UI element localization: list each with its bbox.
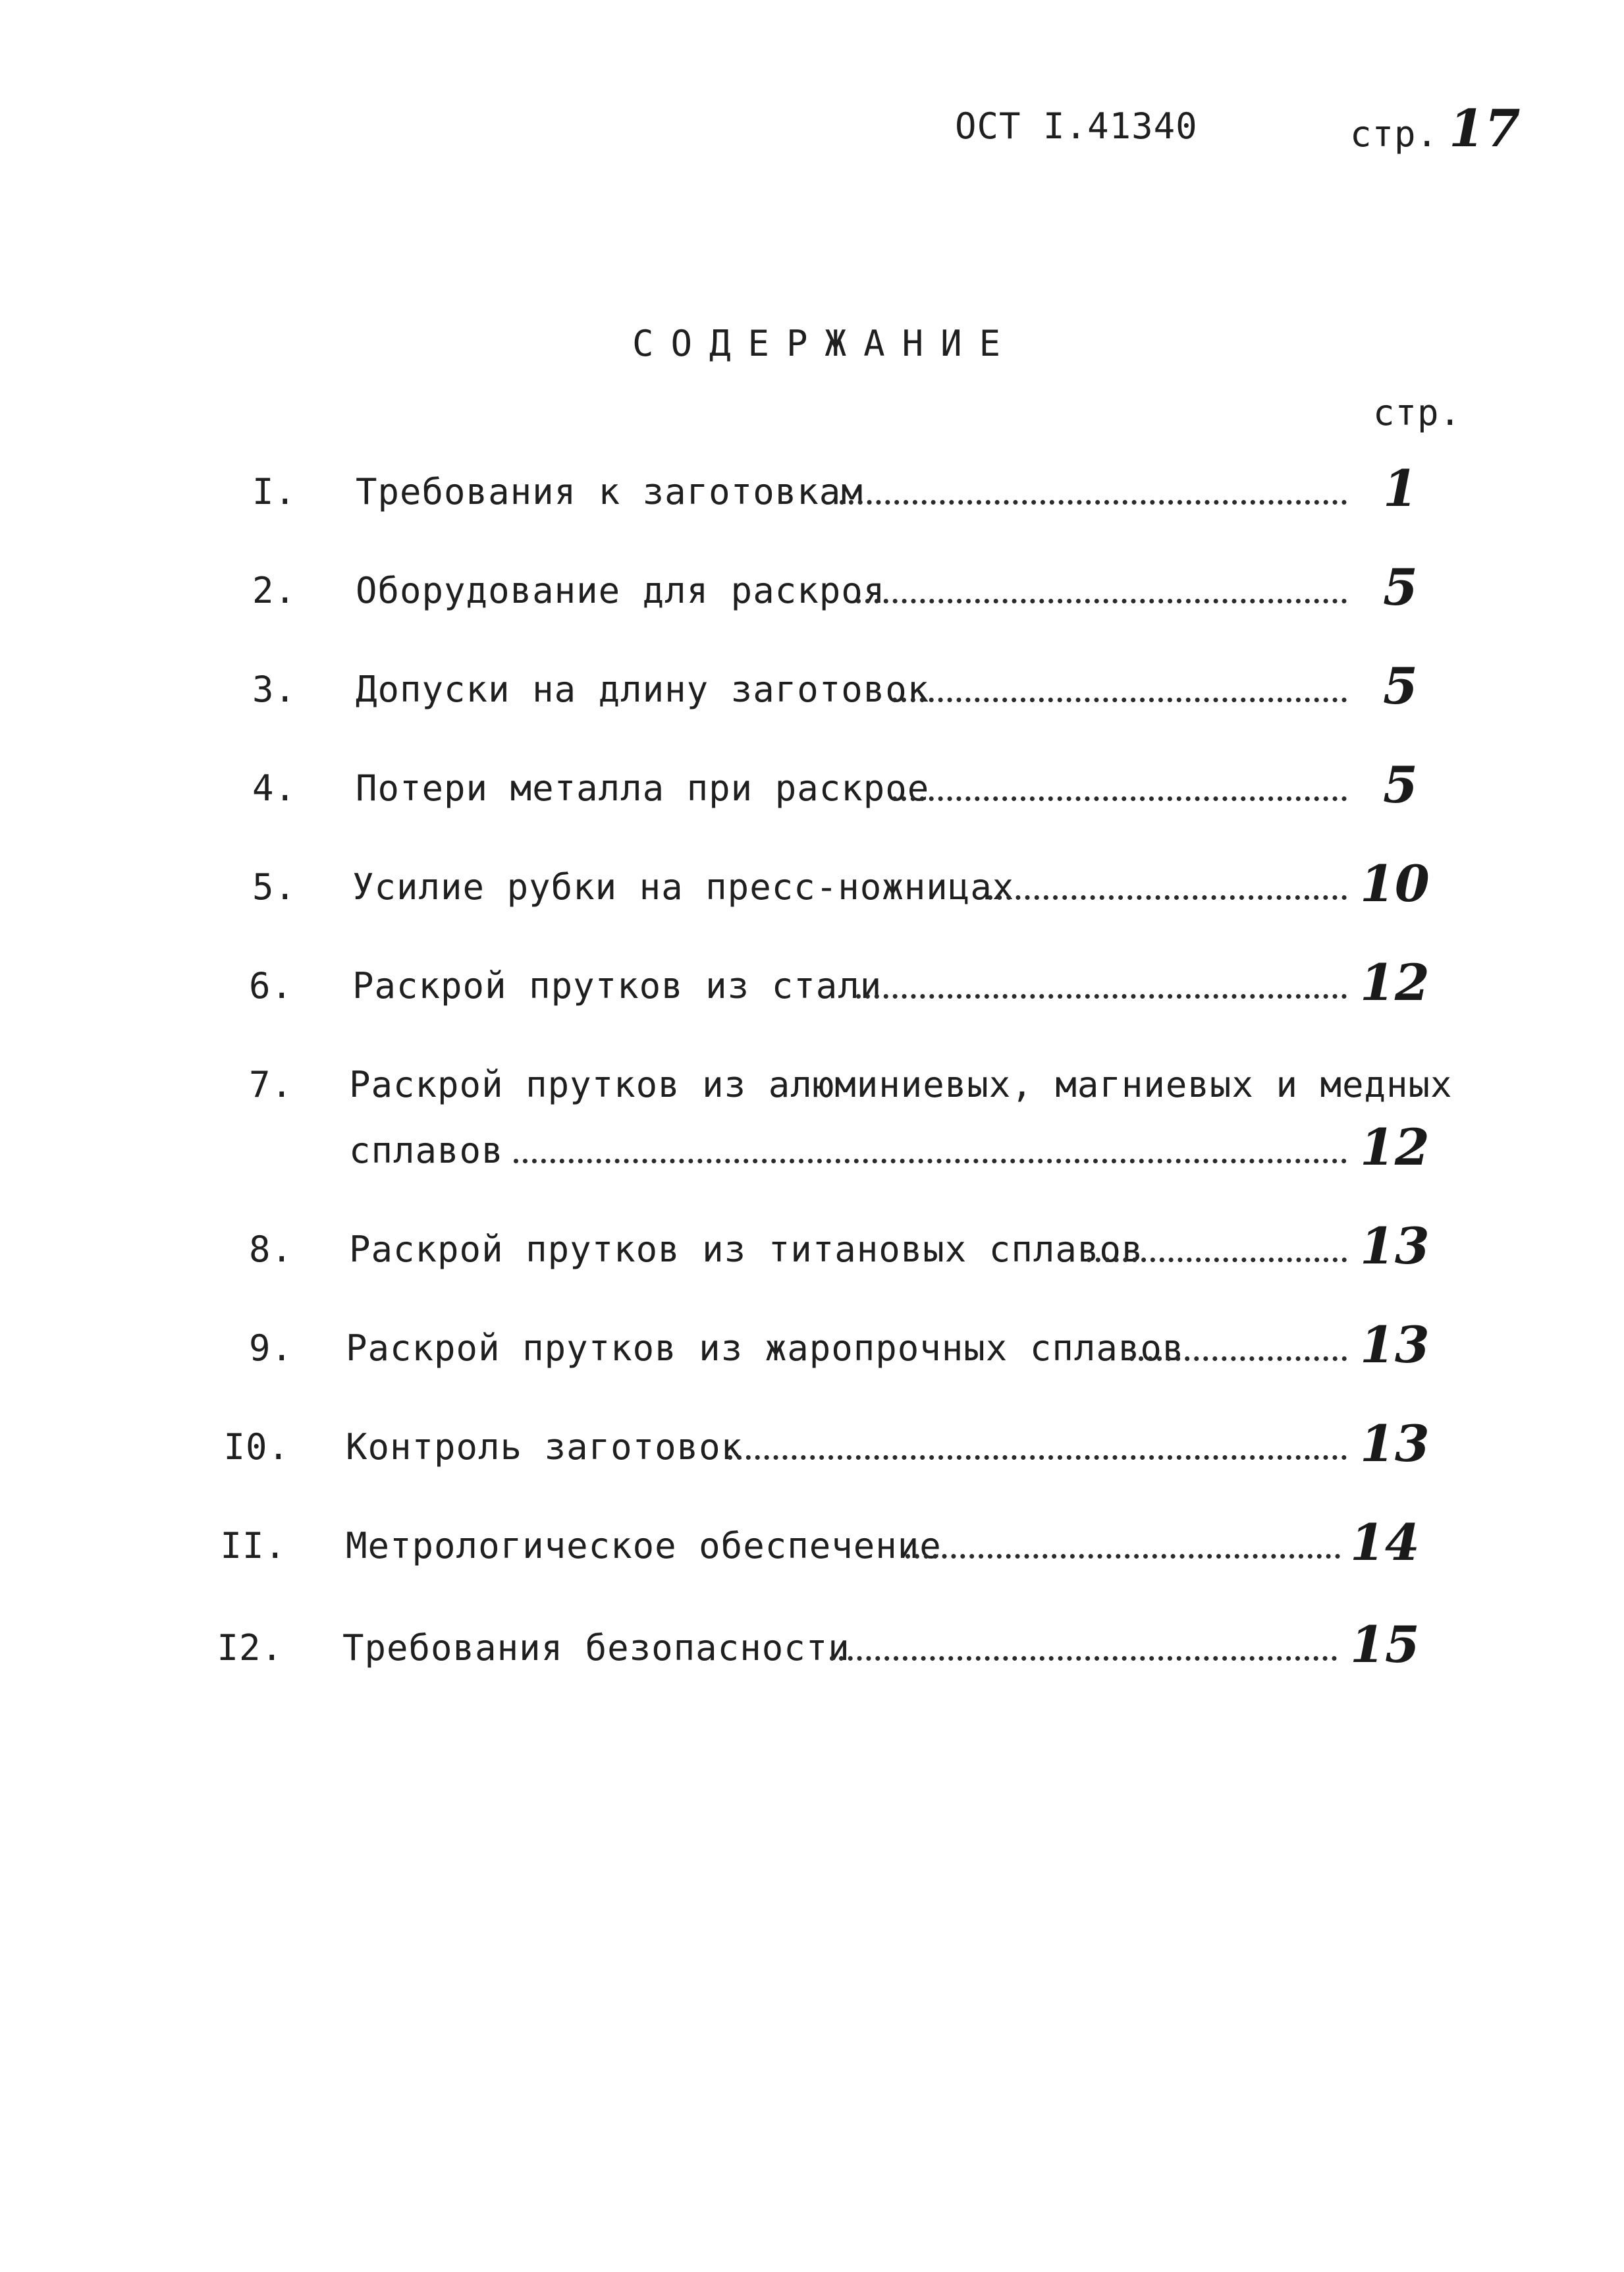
toc-item-text: Требования к заготовкам (356, 471, 863, 513)
toc-item-page: 13 (1360, 1414, 1430, 1473)
toc-item (0, 1064, 1624, 1196)
toc-item-page: 12 (1360, 953, 1430, 1012)
toc-item (0, 953, 1624, 1018)
toc-item-number: 2. (252, 570, 296, 611)
toc-item-text: Контроль заготовок (346, 1426, 744, 1468)
toc-item-number: 7. (248, 1064, 293, 1105)
toc-item-text: Оборудование для раскроя (356, 570, 886, 611)
toc-item-text: Усилие рубки на пресс-ножницах (352, 866, 1015, 908)
toc-item-text: Раскрой прутков из стали (352, 965, 882, 1007)
toc-item-page: 14 (1350, 1513, 1420, 1572)
toc-item-page: 13 (1360, 1217, 1430, 1275)
toc-item-page: 15 (1350, 1615, 1420, 1674)
toc-item (0, 1513, 1624, 1578)
toc-item-page: 10 (1360, 854, 1430, 913)
toc-leader-dots (892, 698, 1347, 702)
toc-item-text: Раскрой прутков из алюминиевых, магниевых и медных (349, 1064, 1453, 1105)
document-code: ОСТ I.41340 (955, 105, 1198, 147)
toc-leader-dots (856, 599, 1347, 603)
toc-item-number: 4. (252, 767, 296, 809)
toc-leader-dots (514, 1159, 1347, 1163)
toc-item (0, 756, 1624, 820)
toc-item (0, 1615, 1624, 1680)
toc-item-page: 5 (1383, 657, 1418, 715)
toc-item-text: Допуски на длину заготовок (356, 669, 930, 710)
toc-leader-dots (856, 994, 1347, 999)
toc-leader-dots (906, 1554, 1340, 1559)
toc-page-column-label: стр. (1373, 392, 1462, 433)
toc-item-text: Требования безопасности (342, 1627, 850, 1669)
toc-leader-dots (728, 1455, 1347, 1460)
toc-item-text: Потери металла при раскрое (356, 767, 930, 809)
toc-item (0, 1217, 1624, 1281)
toc-item-number: 9. (248, 1327, 293, 1369)
toc-leader-dots (1129, 1356, 1347, 1361)
toc-item-number: II. (220, 1525, 286, 1566)
toc-item (0, 459, 1624, 524)
toc-leader-dots (830, 1656, 1337, 1661)
toc-leader-dots (988, 895, 1347, 900)
toc-item (0, 657, 1624, 721)
toc-item-number: 5. (252, 866, 296, 908)
toc-item-page: 12 (1360, 1118, 1430, 1177)
toc-item-text: Метрологическое обеспечение (346, 1525, 942, 1566)
toc-item-page: 5 (1383, 756, 1418, 814)
toc-item (0, 1316, 1624, 1380)
toc-leader-dots (892, 796, 1347, 801)
toc-item-page: 13 (1360, 1316, 1430, 1374)
toc-item-number: 8. (248, 1229, 293, 1270)
toc-item-number: I2. (217, 1627, 283, 1669)
toc-item-text: Раскрой прутков из титановых сплавов (349, 1229, 1144, 1270)
toc-leader-dots (840, 500, 1347, 505)
toc-item-text: Раскрой прутков из жаропрочных сплавов (346, 1327, 1185, 1369)
toc-title: СОДЕРЖАНИЕ (632, 323, 1018, 364)
toc-item-number: I. (252, 471, 296, 513)
toc-item-number: I0. (223, 1426, 290, 1468)
page-label: стр. (1350, 113, 1439, 155)
toc-item-number: 6. (248, 965, 293, 1007)
toc-item (0, 558, 1624, 623)
toc-item-text-continued: сплавов (349, 1130, 504, 1171)
toc-item (0, 1414, 1624, 1479)
page-number: 17 (1449, 99, 1521, 159)
toc-item-number: 3. (252, 669, 296, 710)
toc-item (0, 854, 1624, 919)
toc-leader-dots (1087, 1258, 1347, 1262)
toc-item-page: 5 (1383, 558, 1418, 617)
toc-item-page: 1 (1383, 459, 1418, 518)
